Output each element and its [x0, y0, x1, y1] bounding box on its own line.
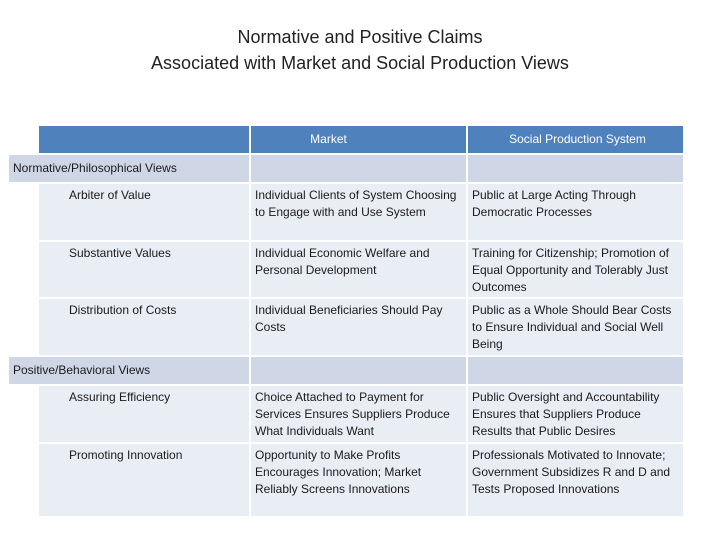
table-row	[38, 241, 684, 298]
section-label-normative: Normative/Philosophical Views	[8, 154, 250, 183]
social-production-cell: Public Oversight and Accountability Ensures that Suppliers Produce Results that Public Desires	[467, 385, 684, 443]
section-row-normative	[13, 154, 684, 183]
row-label: Distribution of Costs	[38, 298, 250, 356]
title-line-2: Associated with Market and Social Production Views	[151, 53, 569, 73]
comparison-table	[13, 125, 684, 517]
section-cell-empty	[467, 356, 684, 385]
section-label-positive: Positive/Behavioral Views	[8, 356, 250, 385]
title-line-1: Normative and Positive Claims	[237, 27, 483, 47]
section-cell-empty	[467, 154, 684, 183]
table-row	[38, 385, 684, 443]
social-production-cell: Training for Citizenship; Promotion of Equal Opportunity and Tolerably Just Outcomes	[467, 241, 684, 298]
market-cell: Choice Attached to Payment for Services Ensures Suppliers Produce What Individuals Want	[250, 385, 467, 443]
social-production-cell: Professionals Motivated to Innovate; Government Subsidizes R and D and Tests Proposed Innovations	[467, 443, 684, 517]
header-cell-market: Market	[250, 125, 467, 154]
market-cell: Individual Beneficiaries Should Pay Costs	[250, 298, 467, 356]
row-label: Substantive Values	[38, 241, 250, 298]
header-cell-social-production: Social Production System	[467, 125, 684, 154]
section-row-positive	[13, 356, 684, 385]
section-cell-empty	[250, 154, 467, 183]
header-cell-empty	[38, 125, 250, 154]
section-cell-empty	[250, 356, 467, 385]
market-cell: Individual Economic Welfare and Personal Development	[250, 241, 467, 298]
row-label: Assuring Efficiency	[38, 385, 250, 443]
social-production-cell: Public as a Whole Should Bear Costs to Ensure Individual and Social Well Being	[467, 298, 684, 356]
row-label: Promoting Innovation	[38, 443, 250, 517]
table-header-row	[38, 125, 684, 154]
slide-title	[0, 24, 720, 76]
row-label: Arbiter of Value	[38, 183, 250, 241]
table-row	[38, 298, 684, 356]
social-production-cell: Public at Large Acting Through Democratic Processes	[467, 183, 684, 241]
table-row	[38, 183, 684, 241]
market-cell: Individual Clients of System Choosing to Engage with and Use System	[250, 183, 467, 241]
market-cell: Opportunity to Make Profits Encourages Innovation; Market Reliably Screens Innovations	[250, 443, 467, 517]
table-row	[38, 443, 684, 517]
